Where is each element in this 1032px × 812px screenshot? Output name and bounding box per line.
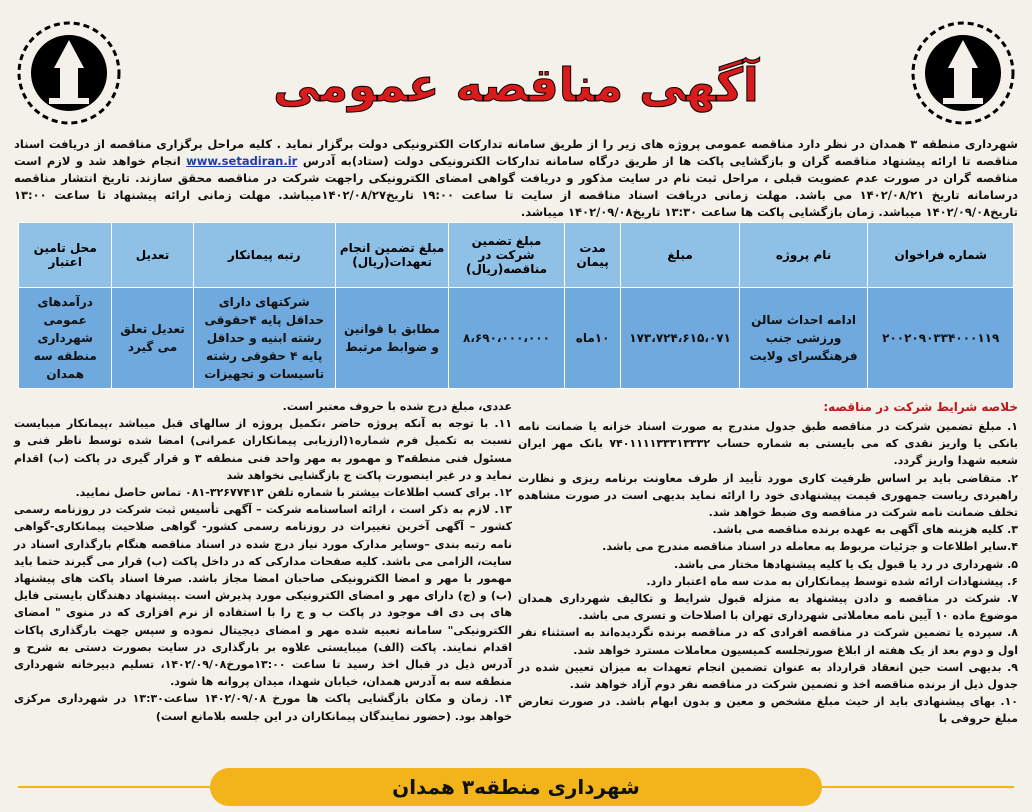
condition-item: ۱۳. لازم به ذکر است ، ارائه اساسنامه شرکت – آگهی تأسیس ثبت شرکت در روزنامه رسمی کشور – آگهی آخرین تغییرات در روزنامه رسمی کشور- گواهی صلاحیت پیمانکاری-گواهی نامه رتبه بندی –وسایر مدارک مورد نیاز درج شده در اسناد مناقصه هنگام بارگذاری اسناد در سایت، الزامی می باشد. کلیه صفحات مدارکی که در داخل پاکت (ب) قرار می گیرند حتما باید مهمور با مهر و امضا الکترونیکی صاحبان امضا مجاز باشد. صرفا اسناد پاکت های پیشنهاد (ب) و (ج) دارای مهر و امضای الکترونیکی مورد پذیرش است .پیشنهاد دهندگان بایستی فایل های پی دی اف موجود در پاکت ب و ج را با استفاده از نرم افزاری که در منوی " امضای الکترونیکی" سامانه تعبیه شده مهر و امضای دیجیتال نموده و سپس جهت بارگذاری پاکات اقدام نمایند. پاکت (الف) میبایستی علاوه بر بارگذاری در سایت بصورت دستی به شرح و آدرس ذیل در قبال اخذ رسید تا ساعت ۱۳:۰۰مورخ۱۴۰۲/۰۹/۰۸، تسلیم دبیرخانه شهرداری منطقه سه به آدرس همدان، خیابان شهدا، میدان پروانه ها شود.: [14, 503, 512, 689]
cell-bid-guarantee: ۸،۶۹۰،۰۰۰،۰۰۰: [449, 288, 565, 389]
conditions-left-column: [14, 398, 512, 725]
condition-item: ۹. بدیهی است حین انعقاد قرارداد به عنوان تضمین انجام تعهدات به میزان تعیین شده در جدول ذیل از برنده مناقصه اخذ و تضمین شرکت در مناقصه نفر دوم آزاد خواهد شد.: [518, 660, 1018, 692]
header-duration: مدت پیمان: [564, 223, 621, 288]
cell-amount: ۱۷۳،۷۲۴،۶۱۵،۰۷۱: [621, 288, 739, 389]
header-amount: مبلغ: [621, 223, 739, 288]
intro-text-1: شهرداری منطقه ۳ همدان در نظر دارد مناقصه عمومی پروژه های زیر را از طریق سامانه تدارکات الکترونیکی دولت برگزار نماید . کلیه مراحل برگزاری مناقصه از دریافت اسناد مناقصه تا ارائه پیشنهاد مناقصه گران و بازگشایی پاکت ها از طریق درگاه سامانه تدارکات الکترونیکی دولت (ستاد)به آدرس: [14, 137, 1019, 168]
condition-item: ۱۲. برای کسب اطلاعات بیشتر با شماره تلفن ۳۲۶۷۷۴۱۳-۰۸۱ تماس حاصل نمایید.: [75, 486, 512, 500]
condition-item: ۱۰. بهای پیشنهادی باید از حیث مبلغ مشخص و معین و بدون ابهام باشد. در صورت تعارض مبلغ حروفی با: [518, 695, 1018, 726]
table-row: [19, 288, 1014, 389]
tender-table: [18, 222, 1014, 389]
intro-text-2: انجام خواهد شد و لازم است مناقصه گران در صورت عدم عضویت قبلی ، مراحل ثبت نام در سایت مذکور و دریافت گواهی امضای الکترونیکی راجهت شرکت در مناقصه محقق سازند. تاریخ انتشار مناقصه درسامانه تاریخ ۱۴۰۲/۰۸/۲۱ می باشد. مهلت زمانی دریافت اسناد مناقصه از سایت تا ساعت ۱۹:۰۰ تاریخ۱۴۰۲/۰۸/۲۷میباشد. مهلت زمانی ارائه پیشنهاد تا ساعت ۱۳:۰۰ تاریخ۱۴۰۲/۰۹/۰۸ میباشد. زمان بازگشایی پاکت ها ساعت ۱۳:۳۰ تاریخ۱۴۰۲/۰۹/۰۸ میباشد.: [14, 154, 1018, 219]
condition-item: ۳. کلیه هزینه های آگهی به عهده برنده مناقصه می باشد.: [712, 523, 1018, 537]
condition-item: ۲. متقاضی باید بر اساس ظرفیت کاری مورد تأیید از طرف معاونت برنامه ریزی و نظارت راهبردی ریاست جمهوری قیمت پیشنهادی خود را ارائه نماید بدیهی است در صورت مشاهده تخلف ضمانت نامه شرکت در مناقصه وی ضبط خواهد شد.: [518, 471, 1018, 520]
cell-duration: ۱۰ماه: [564, 288, 621, 389]
condition-item: ۷. شرکت در مناقصه و دادن پیشنهاد به منزله قبول شرایط و تکالیف شهرداری همدان موضوع ماده ۱۰ آیین نامه معاملاتی شهرداری تهران با اصلاحات و تسری می باشد.: [518, 592, 1018, 623]
header-project-name: نام پروژه: [739, 223, 868, 288]
condition-item: ۱۴. زمان و مکان بازگشایی پاکت ها مورخ ۱۴۰۲/۰۹/۰۸ ساعت۱۳:۳۰ در شهرداری مرکزی خواهد بود. (حضور نمایندگان پیمانکاران در این جلسه بلامانع است): [14, 692, 512, 723]
condition-item: ۶. پیشنهادات ارائه شده توسط پیمانکاران به مدت سه ماه اعتبار دارد.: [646, 574, 1018, 588]
header-bid-guarantee: مبلغ تضمین شرکت در مناقصه(ریال): [449, 223, 565, 288]
cell-project-name: ادامه احداث سالن ورزشی جنب فرهنگسرای ولایت: [739, 288, 868, 389]
condition-item: ۱. مبلغ تضمین شرکت در مناقصه طبق جدول مندرج به صورت اسناد خزانه یا ضمانت نامه بانکی یا واریز نقدی که می بایستی به شماره حساب ۷۴۰۱۱۱۱۳۳۳۱۳۳۳۲ بانک مهر ایران شعبه شهدا واریز گردد.: [518, 420, 1018, 468]
condition-item: ۵. شهرداری در رد یا قبول یک یا کلیه پیشنهادها مختار می باشد.: [674, 557, 1018, 571]
notice-title: آگهی مناقصه عمومی: [273, 58, 759, 112]
header-contractor-grade: رتبه پیمانکار: [193, 223, 335, 288]
cell-call-number: ۲۰۰۲۰۹۰۳۳۴۰۰۰۱۱۹: [868, 288, 1014, 389]
cell-adjustment: تعدیل تعلق می گیرد: [112, 288, 193, 389]
setad-website-link[interactable]: www.setadiran.ir: [186, 154, 298, 168]
condition-item: ۴.سایر اطلاعات و جزئیات مربوط به معامله در اسناد مناقصه مندرج می باشد.: [602, 540, 1018, 554]
condition-item: ۱۱. با توجه به آنکه پروژه حاضر ،تکمیل پروژه از سالهای قبل میباشد ،پیمانکار میبایست نسبت به تکمیل فرم شماره۱(ارزیابی پیمانکاران عمرانی) امضا شده توسط ناظر فنی و مسئول فنی منطقه۳ و مهمور به مهر واحد فنی منطقه ۳ و قرار گیری در پاکت (ب) اقدام نماید و در غیر اینصورت پاکت ج بازگشایی نخواهد شد: [14, 417, 513, 482]
header-funding-source: محل تامین اعتبار: [19, 223, 112, 288]
table-header-row: [19, 223, 1014, 288]
intro-paragraph: [14, 136, 1018, 221]
condition-item: ۸. سپرده یا تضمین شرکت در مناقصه افرادی که در مناقصه برنده نگردیده‌اند به استثناء نفر اول و دوم بعد از یک هفته از ابلاغ صورتجلسه کمیسیون معاملات مسترد خواهد شد.: [518, 626, 1018, 657]
cell-performance-guarantee: مطابق با قوانین و ضوابط مرتبط: [335, 288, 448, 389]
cell-contractor-grade: شرکتهای دارای حداقل پایه ۴حقوقی رشته ابنیه و حداقل پایه ۴ حقوقی رشته تاسیسات و تجهیزات: [193, 288, 335, 389]
header-adjustment: تعدیل: [112, 223, 193, 288]
conditions-right-column: [518, 418, 1018, 728]
footer-banner: شهرداری منطقه۳ همدان: [210, 768, 822, 806]
header-call-number: شماره فراخوان: [868, 223, 1014, 288]
cell-funding-source: درآمدهای عمومی شهرداری منطقه سه همدان: [19, 288, 112, 389]
condition-item: عددی، مبلغ درج شده با حروف معتبر است.: [282, 400, 512, 413]
summary-title: خلاصه شرایط شرکت در مناقصه:: [823, 400, 1018, 414]
header-performance-guarantee: مبلغ تضمین انجام تعهدات(ریال): [335, 223, 448, 288]
